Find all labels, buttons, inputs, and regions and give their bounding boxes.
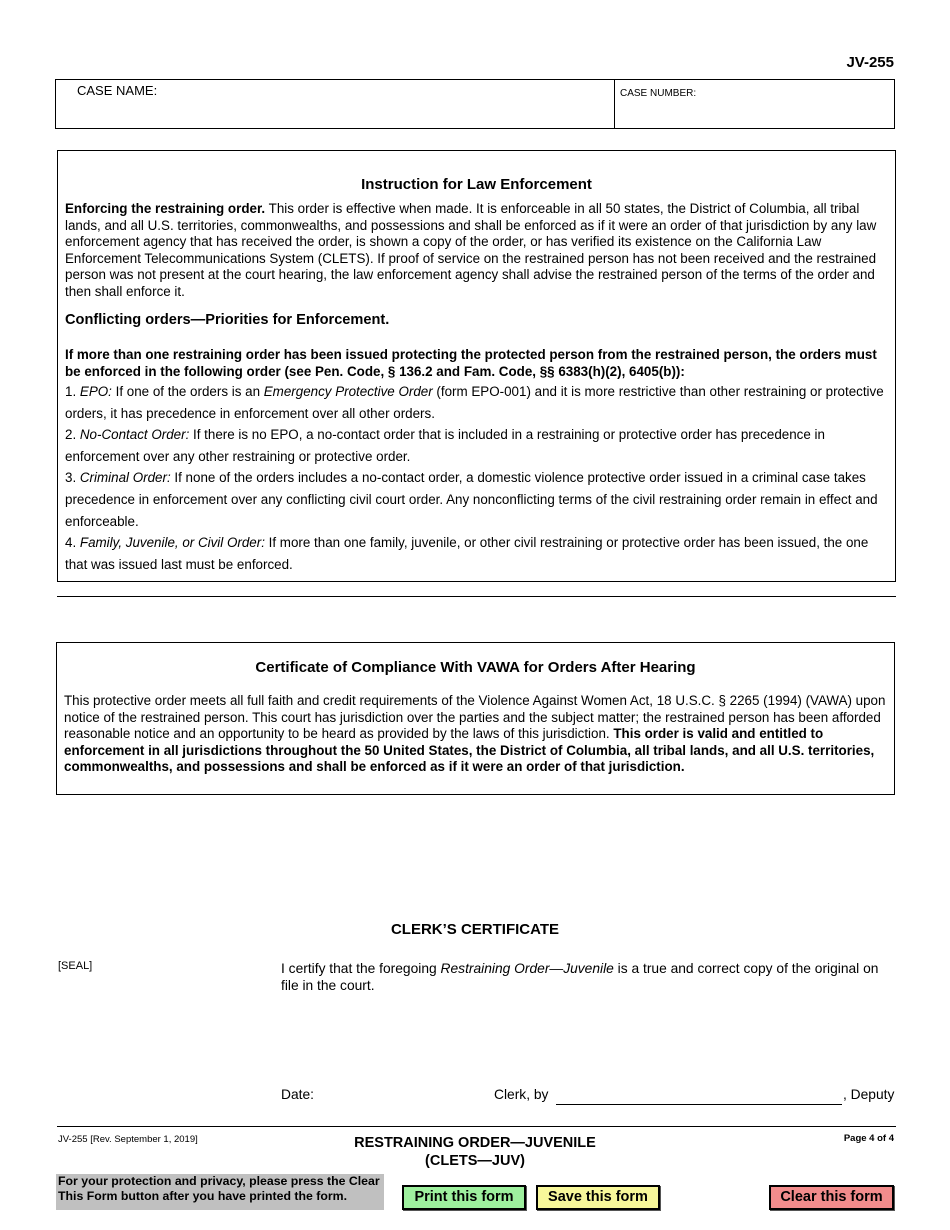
revision-label: JV-255 [Rev. September 1, 2019] [58, 1134, 198, 1145]
case-name-label: CASE NAME: [77, 83, 158, 98]
instruction-box [57, 150, 896, 582]
conflicting-heading: Conflicting orders—Priorities for Enforcement. [65, 312, 390, 328]
print-form-button[interactable]: Print this form [402, 1185, 526, 1210]
enforcing-lead: Enforcing the restraining order. [65, 201, 266, 216]
list-item: 4. Family, Juvenile, or Civil Order: If more than one family, juvenile, or other civil restraining or protective order has been issued, the one that was issued last must be enforced. [65, 535, 869, 572]
deputy-label: , Deputy [843, 1087, 895, 1102]
footer-divider [57, 1126, 896, 1127]
vawa-box [56, 642, 895, 795]
enforcing-text: This order is effective when made. It is enforceable in all 50 states, the District of Columbia, all tribal lands, and all U.S. territories, commonwealths, and possessions and shall be enforced as if it were an order of that jurisdiction by any law enforcement agency that has received the order, is shown a copy of the order, or has verified its existence on the California Law Enforcement Telecommunications System (CLETS). If proof of service on the restrained person has not been received and the restrained person was not present at the court hearing, the law enforcement agency shall advise the restrained person of the terms of the order and then shall enforce it. [65, 201, 877, 299]
footer-title-line1: RESTRAINING ORDER—JUVENILE [354, 1135, 596, 1151]
save-form-button[interactable]: Save this form [536, 1185, 660, 1210]
conflicting-intro: If more than one restraining order has been issued protecting the protected person from the restrained person, the orders must be enforced in the following order (see Pen. Code, § 136.2 and Fam. Code, §§ 6383(h)(2), 6405(b)): [65, 347, 877, 379]
list-item: 2. No-Contact Order: If there is no EPO, a no-contact order that is included in a restraining or protective order has precedence in enforcement over any other restraining or protective order. [65, 427, 825, 464]
footer-title [300, 1134, 650, 1170]
vawa-paragraph: This protective order meets all full faith and credit requirements of the Violence Against Women Act, 18 U.S.C. § 2265 (1994) (VAWA) upon notice of the restrained person. This court has jurisdiction over the parties and the subject matter; the restrained person has been afforded reasonable notice and an opportunity to be heard as provided by the laws of this jurisdiction. This order is valid and entitled to enforcement in all jurisdictions throughout the 50 United States, the District of Columbia, all tribal lands, and all U.S. territories, commonwealths, and possessions and shall be enforced as if it were an order of that jurisdiction. [64, 693, 886, 775]
clerk-by-label: Clerk, by [494, 1087, 549, 1102]
case-divider [614, 80, 615, 129]
form-id: JV-255 [846, 54, 894, 71]
page-number: Page 4 of 4 [843, 1133, 894, 1144]
section-divider [57, 596, 896, 597]
clerk-signature-line[interactable] [556, 1104, 842, 1105]
clerk-certificate-title: CLERK’S CERTIFICATE [390, 921, 560, 938]
list-item: 3. Criminal Order: If none of the orders includes a no-contact order, a domestic violence protective order issued in a criminal case takes precedence in enforcement over any conflicting civil court order. Any nonconflicting terms of the civil restraining order remain in effect and enforceable. [65, 470, 878, 529]
certify-text: I certify that the foregoing Restraining Order—Juvenile is a true and correct copy of the original on file in the court. [281, 961, 879, 993]
privacy-note: For your protection and privacy, please press the Clear This Form button after you have printed the form. [56, 1174, 384, 1210]
seal-label: [SEAL] [58, 960, 93, 972]
case-number-label: CASE NUMBER: [620, 88, 697, 99]
footer-title-line2: (CLETS—JUV) [425, 1153, 525, 1169]
list-item: 1. EPO: If one of the orders is an Emergency Protective Order (form EPO-001) and it is more restrictive than other restraining or protective orders, it has precedence in enforcement over all other orders. [65, 384, 884, 421]
date-label: Date: [281, 1087, 314, 1102]
instruction-title: Instruction for Law Enforcement [361, 176, 592, 193]
clear-form-button[interactable]: Clear this form [769, 1185, 894, 1210]
case-header-box [55, 79, 895, 129]
vawa-title: Certificate of Compliance With VAWA for Orders After Hearing [255, 659, 696, 676]
enforcing-paragraph [65, 201, 887, 301]
priority-list [65, 381, 889, 575]
